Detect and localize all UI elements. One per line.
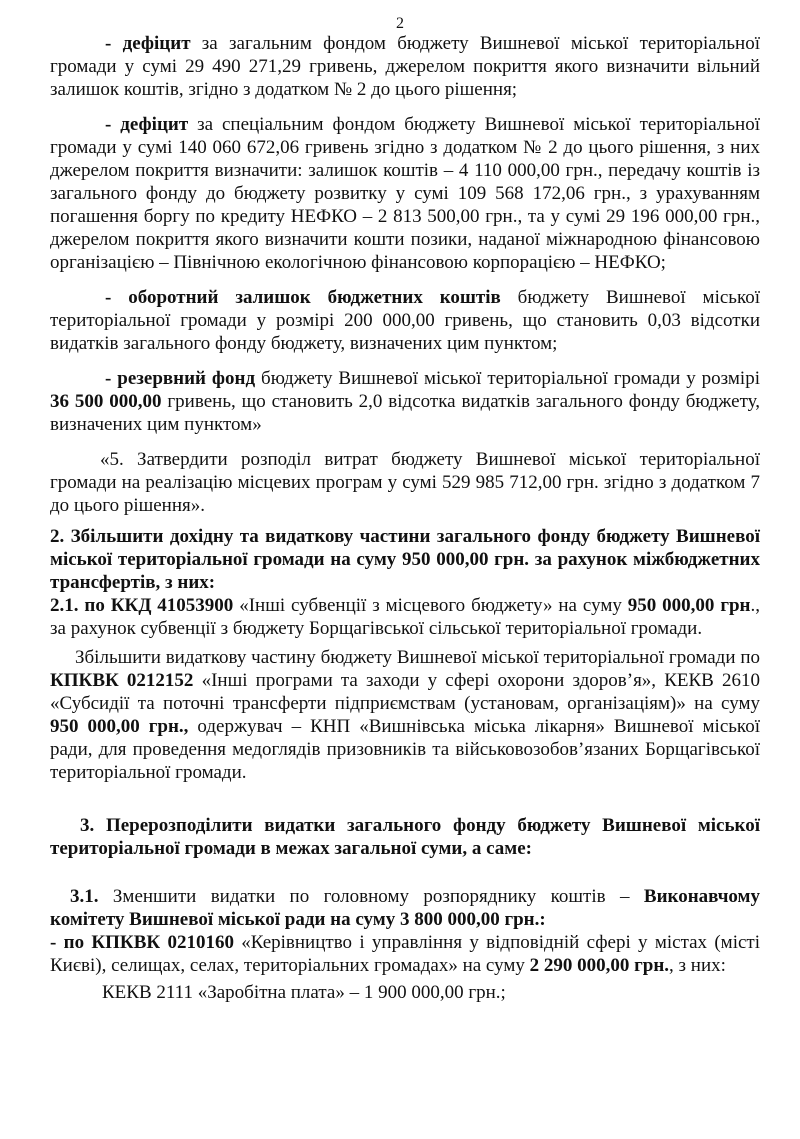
paragraph-kpkvk-0210160: - по КПКВК 0210160 «Керівництво і управління у відповідній сфері у містах (місті Києві), селищах, селах, територіальних громадах» на суму 2 290 000,00 грн., з них: (50, 932, 760, 976)
kpkvk-code: КПКВК 0212152 (50, 670, 194, 691)
text: за спеціальним фондом бюджету Вишневої міської територіальної громади у сумі 140 060 672,06 гривень згідно з додатком № 2 до цього рішення, з них джерелом покриття визначити: залишок коштів – 4 110 000,00 грн., передачу коштів із загального фонду до бюджету розвитку у сумі 109 568 172,06 грн., з урахуванням погашення боргу по кредиту НЕФКО – 2 813 500,00 грн., та у сумі 29 196 000,00 грн., джерелом покриття якого визначити кошти позики, наданої міжнародною фінансовою організацією – Північною екологічною фінансовою корпорацією – НЕФКО; (50, 114, 760, 273)
text: гривень, що становить 2,0 відсотка видатків загального фонду бюджету, визначених цим пунктом» (50, 391, 761, 435)
text: бюджету Вишневої міської територіальної громади у розмірі (255, 368, 760, 389)
term-deficit: - дефіцит (105, 33, 191, 54)
kekv-2111-line: КЕКВ 2111 «Заробітна плата» – 1 900 000,00 грн.; (102, 982, 506, 1003)
amount: 36 500 000,00 (50, 391, 162, 412)
amount: 950 000,00 грн., (50, 716, 189, 737)
section-3-heading: 3. Перерозподілити видатки загального фонду бюджету Вишневої міської територіальної громади в межах загальної суми, а саме: (50, 815, 760, 859)
page-number: 2 (396, 15, 404, 32)
paragraph-general-fund-deficit (50, 32, 760, 101)
sub-number: 3.1. (70, 886, 99, 907)
kkd-code: 2.1. по ККД 41053900 (50, 595, 234, 616)
paragraph-special-fund-deficit (50, 113, 760, 274)
amount: 2 290 000,00 грн. (529, 955, 670, 976)
section-3-1: 3.1. Зменшити видатки по головному розпоряднику коштів – Виконавчому комітету Вишневої міської ради на суму 3 800 000,00 грн.: (50, 886, 760, 930)
document-body (50, 32, 760, 1004)
text: за загальним фондом бюджету Вишневої міської територіальної громади у сумі 29 490 271,29 гривень, джерелом покриття якого визначити вільний залишок коштів, згідно з додатком № 2 до цього рішення; (50, 33, 760, 100)
paragraph-reserve-fund (50, 367, 760, 436)
section-2-1: 2.1. по ККД 41053900 «Інші субвенції з місцевого бюджету» на суму 950 000,00 грн., за рахунок субвенції з бюджету Борщагівської сільської територіальної громади. (50, 595, 760, 639)
term-working-balance: - оборотний залишок бюджетних коштів (105, 287, 501, 308)
kpkvk-code: - по КПКВК 0210160 (50, 932, 234, 953)
executive-committee: Виконавчому комітету Вишневої міської ради на суму 3 800 000,00 грн.: (50, 886, 760, 930)
paragraph-local-programs: «5. Затвердити розподіл витрат бюджету Вишневої міської територіальної громади на реалізацію місцевих програм у сумі 529 985 712,00 грн. згідно з додатком 7 до цього рішення». (50, 449, 760, 516)
term-deficit: - дефіцит (105, 114, 189, 135)
section-2-heading: 2. Збільшити дохідну та видаткову частини загального фонду бюджету Вишневої міської територіальної громади на суму 950 000,00 грн. за рахунок міжбюджетних трансфертів, з них: (50, 526, 760, 593)
paragraph-increase-expenditure: Збільшити видаткову частину бюджету Вишневої міської територіальної громади по КПКВК 0212152 «Інші програми та заходи у сфері охорони здоров’я», КЕКВ 2610 «Субсидії та поточні трансферти підприємствам (установам, організаціям)» на суму 950 000,00 грн., одержувач – КНП «Вишнівська міська лікарня» Вишневої міської ради, для проведення медоглядів призовників та військовозобов’язаних Борщагівської територіальної громади. (50, 647, 760, 783)
text: бюджету Вишневої міської територіальної громади у розмірі 200 000,00 гривень, що становить 0,03 відсотки видатків загального фонду бюджету, визначених цим пунктом; (50, 287, 760, 354)
paragraph-working-balance (50, 286, 760, 355)
amount: 950 000,00 грн (627, 595, 751, 616)
term-reserve-fund: - резервний фонд (105, 368, 256, 389)
